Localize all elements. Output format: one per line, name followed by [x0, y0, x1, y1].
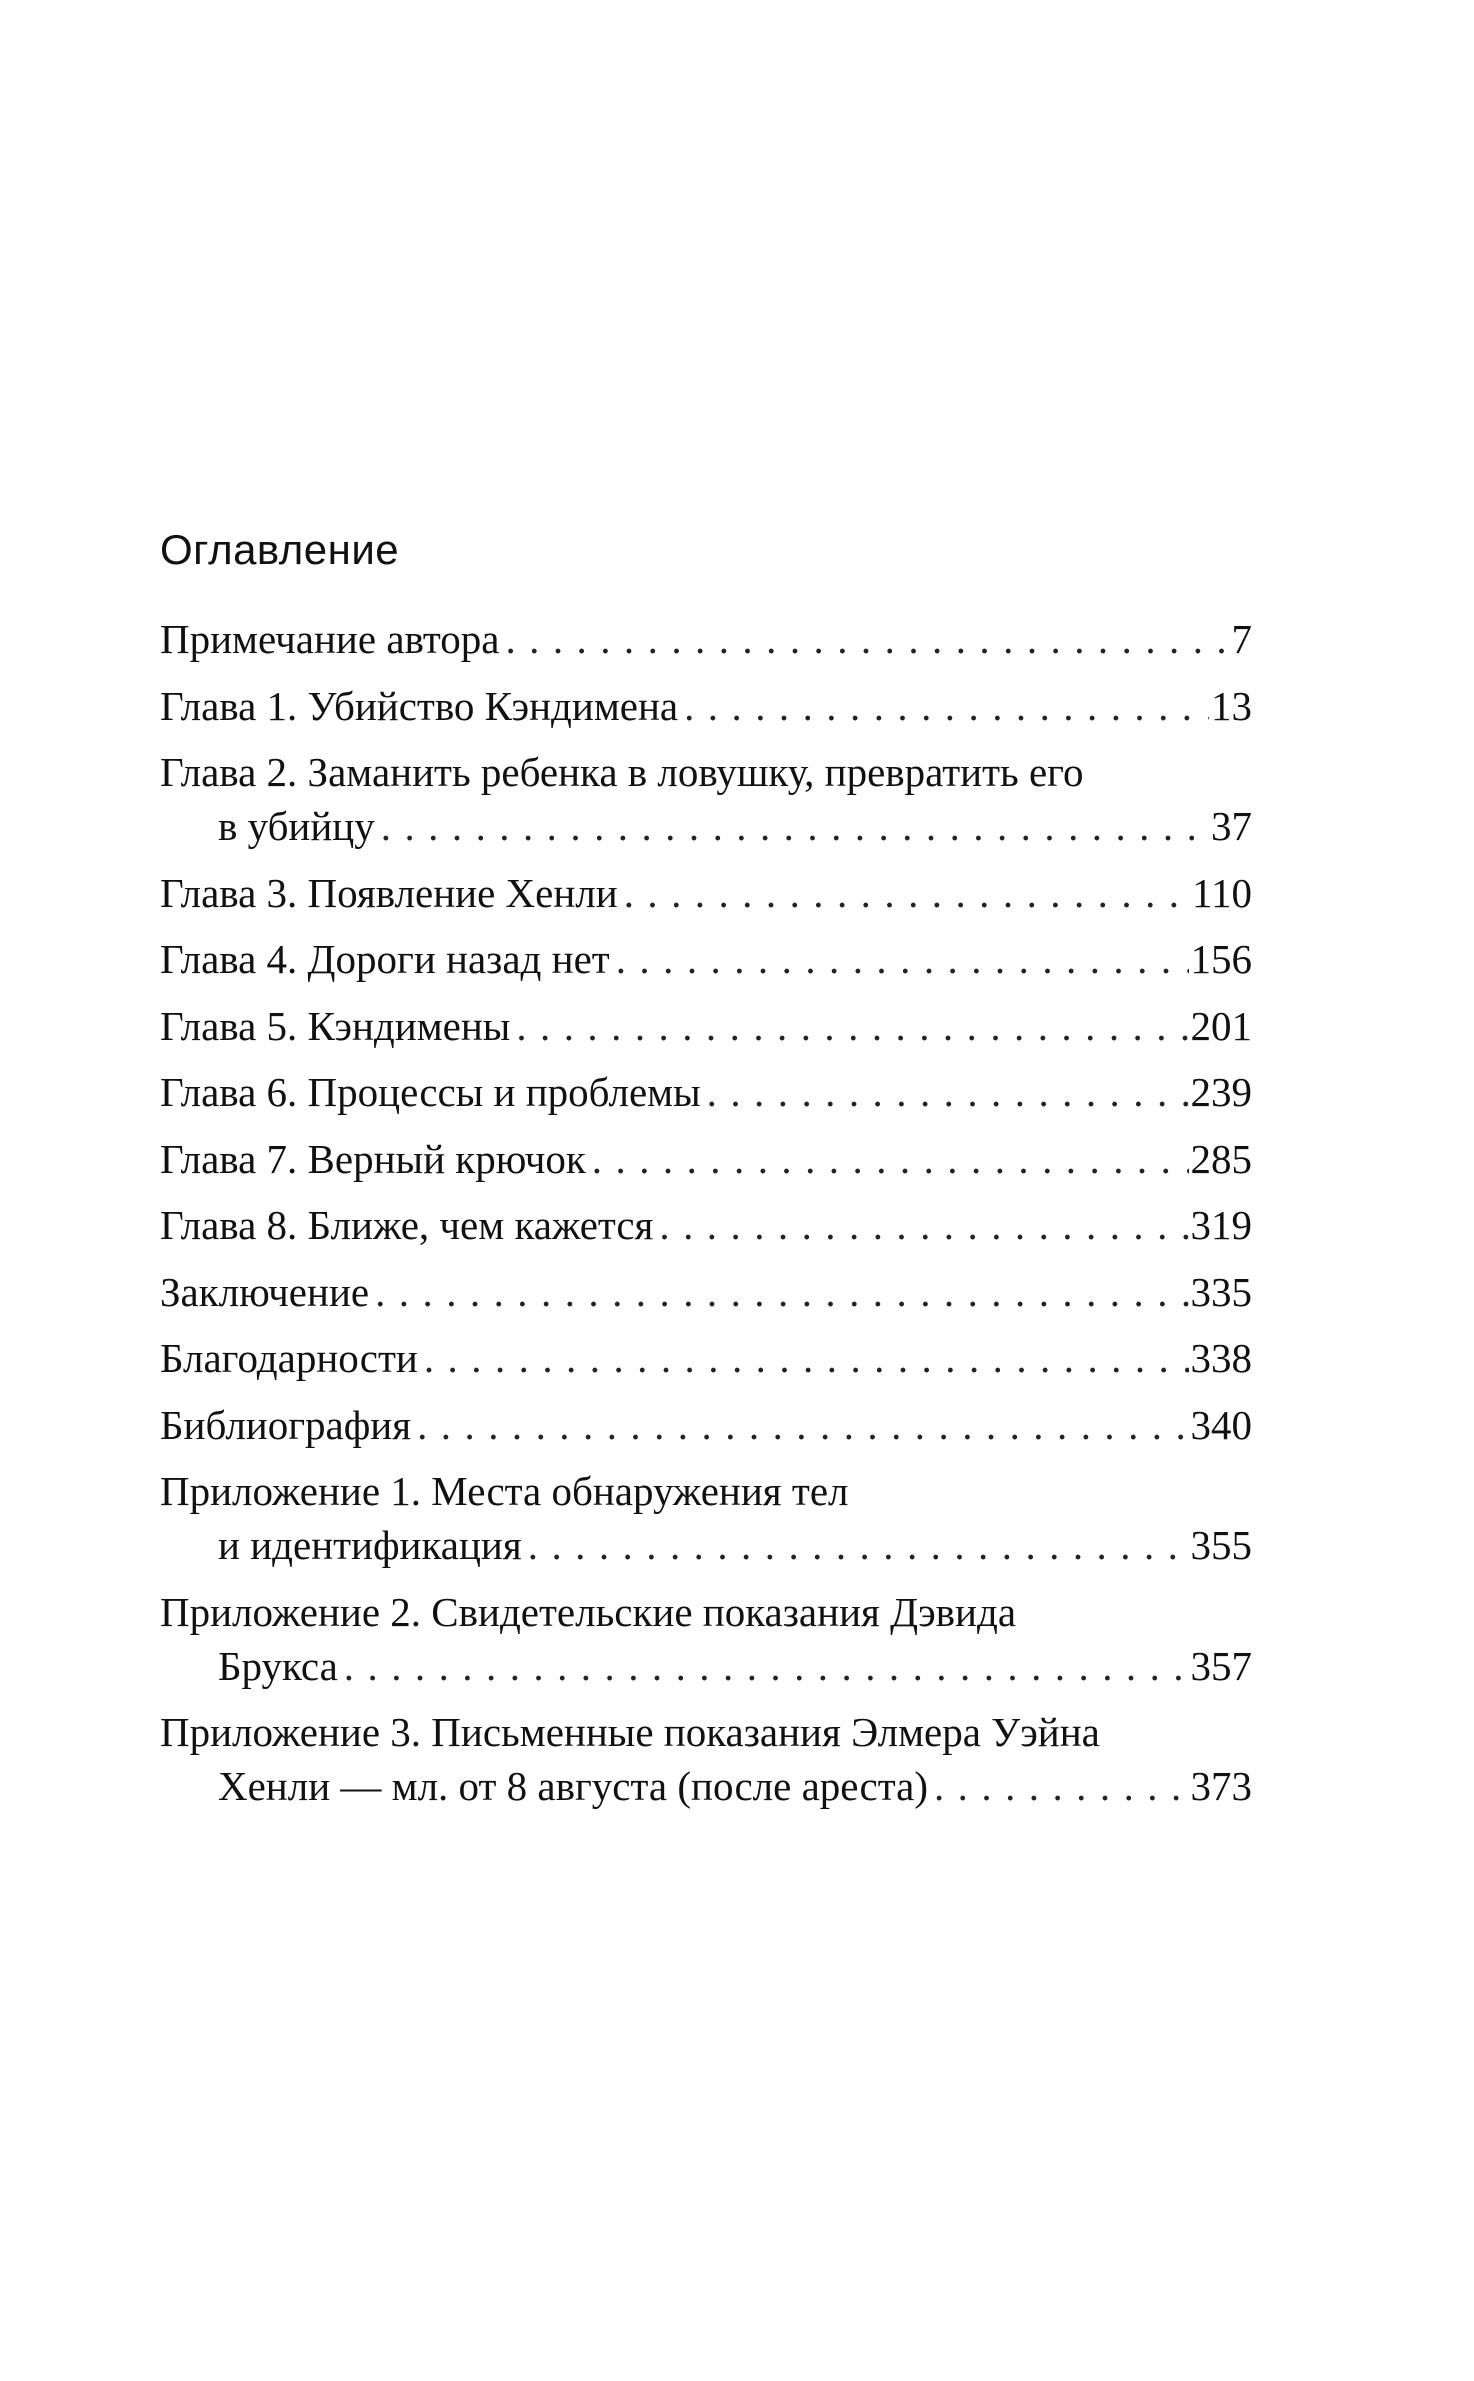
- toc-entry-title: Глава 7. Верный крючок: [160, 1135, 586, 1182]
- toc-entry-page: 319: [1190, 1202, 1252, 1248]
- toc-leader-dots: [375, 1265, 1188, 1319]
- toc-leader-dots: [592, 1132, 1189, 1186]
- toc-leader-dots: [707, 1065, 1189, 1119]
- toc-entry[interactable]: [160, 1065, 1252, 1119]
- toc-entry-page: 340: [1190, 1401, 1252, 1448]
- toc-entry-page: 335: [1190, 1268, 1252, 1315]
- toc-entry-title: в убийцу: [218, 803, 375, 849]
- toc-heading: Оглавление: [160, 526, 400, 573]
- toc-entry[interactable]: [160, 1331, 1252, 1385]
- toc-leader-dots: [528, 1518, 1189, 1572]
- toc-entry-page: 357: [1190, 1642, 1252, 1689]
- toc-entry-page: 201: [1190, 1002, 1252, 1049]
- toc-entry-page: 285: [1190, 1135, 1252, 1182]
- toc-leader-dots: [344, 1639, 1189, 1693]
- toc-entry[interactable]: [160, 1198, 1252, 1252]
- toc-entry-title: и идентификация: [218, 1522, 522, 1568]
- toc-entry-title: Глава 4. Дороги назад нет: [160, 936, 610, 982]
- toc-entry-title-first-line: Приложение 1. Места обнаружения тел: [160, 1468, 849, 1514]
- toc-row: [160, 799, 1252, 853]
- toc-entry-title: Благодарности: [160, 1335, 418, 1381]
- toc-row: [160, 1398, 1252, 1452]
- toc-row: [160, 1132, 1252, 1186]
- toc-entry[interactable]: [160, 612, 1252, 666]
- toc-row: [160, 1759, 1252, 1813]
- toc-entry-title: Брукса: [218, 1642, 338, 1689]
- toc-entry-title: Глава 6. Процессы и проблемы: [160, 1069, 701, 1115]
- toc-entry-page: 13: [1211, 682, 1252, 729]
- toc-entry-title-first-line: Приложение 2. Свидетельские показания Дэвида: [160, 1588, 1017, 1635]
- toc-row: [160, 1331, 1252, 1385]
- toc-entry[interactable]: [160, 932, 1252, 986]
- table-of-contents: [160, 612, 1252, 1826]
- toc-entry-title: Библиография: [160, 1401, 412, 1448]
- toc-entry-page: 355: [1190, 1522, 1252, 1568]
- toc-row: [160, 1065, 1252, 1119]
- toc-leader-dots: [659, 1198, 1188, 1252]
- toc-row: [160, 1198, 1252, 1252]
- toc-leader-dots: [381, 799, 1209, 853]
- toc-entry[interactable]: [160, 1585, 1252, 1693]
- toc-entry[interactable]: [160, 1398, 1252, 1452]
- toc-entry[interactable]: [160, 1265, 1252, 1319]
- toc-entry[interactable]: [160, 745, 1252, 853]
- toc-entry-title-first-line: Приложение 3. Письменные показания Элмера Уэйна: [160, 1709, 1100, 1755]
- toc-entry-title: Примечание автора: [160, 616, 500, 662]
- toc-entry-page: 338: [1190, 1335, 1252, 1381]
- toc-row: [160, 1639, 1252, 1693]
- toc-row: [160, 1518, 1252, 1572]
- toc-row: [160, 999, 1252, 1053]
- toc-entry-page: 373: [1190, 1763, 1252, 1809]
- toc-entry[interactable]: [160, 1705, 1252, 1813]
- toc-entry-page: 7: [1231, 616, 1252, 662]
- toc-entry-page: 37: [1211, 803, 1252, 849]
- toc-leader-dots: [424, 1331, 1189, 1385]
- toc-entry[interactable]: [160, 1132, 1252, 1186]
- toc-leader-dots: [516, 999, 1188, 1053]
- toc-entry[interactable]: [160, 679, 1252, 733]
- toc-entry[interactable]: [160, 999, 1252, 1053]
- toc-entry-title: Глава 8. Ближе, чем кажется: [160, 1202, 654, 1248]
- toc-leader-dots: [505, 612, 1229, 666]
- toc-entry-title: Глава 3. Появление Хенли: [160, 869, 618, 916]
- toc-leader-dots: [616, 932, 1189, 986]
- toc-leader-dots: [417, 1398, 1188, 1452]
- toc-entry-title: Глава 1. Убийство Кэндимена: [160, 682, 679, 729]
- toc-leader-dots: [684, 679, 1209, 733]
- toc-leader-dots: [934, 1759, 1189, 1813]
- toc-entry-title: Глава 5. Кэндимены: [160, 1002, 511, 1049]
- toc-entry-page: 239: [1190, 1069, 1252, 1115]
- toc-entry-page: 156: [1190, 936, 1252, 982]
- toc-entry[interactable]: [160, 866, 1252, 920]
- toc-row: [160, 932, 1252, 986]
- toc-row: [160, 866, 1252, 920]
- toc-row: [160, 612, 1252, 666]
- toc-row: [160, 679, 1252, 733]
- toc-entry-title: Заключение: [160, 1268, 370, 1315]
- toc-leader-dots: [624, 866, 1190, 920]
- toc-row: [160, 1265, 1252, 1319]
- toc-entry-title: Хенли — мл. от 8 августа (после ареста): [218, 1763, 928, 1809]
- toc-entry-page: 110: [1192, 869, 1252, 916]
- toc-entry-title-first-line: Глава 2. Заманить ребенка в ловушку, превратить его: [160, 749, 1084, 795]
- toc-entry[interactable]: [160, 1464, 1252, 1572]
